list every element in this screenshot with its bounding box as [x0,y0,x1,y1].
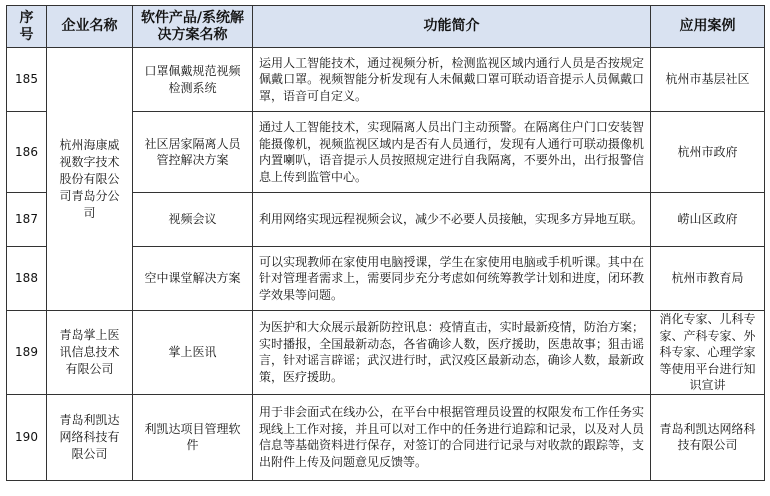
cell-intro: 用于非会面式在线办公，在平台中根据管理员设置的权限发布工作任务实现线上工作对接，并且可以对工作中的任务进行追踪和记录，以及对人员信息等基础资料进行保存，对签订的合同进行记录与对收款的跟踪等，支出附件上传及问题意见反馈等。 [253,394,651,480]
header-product: 软件产品/系统解决方案名称 [133,6,253,48]
table-row [7,394,765,480]
header-intro: 功能简介 [253,6,651,48]
cell-seq: 188 [7,247,47,311]
cell-seq: 189 [7,311,47,395]
cell-intro: 为医护和大众展示最新防控讯息：疫情直击，实时最新疫情，防治方案；实时播报，全国最新动态，各省确诊人数，医疗援助，医患故事；狙击谣言，针对谣言辟谣；武汉进行时，武汉疫区最新动态，确诊人数，最新政策，医疗援助。 [253,311,651,395]
cell-product: 社区居家隔离人员管控解决方案 [133,112,253,193]
cell-product: 视频会议 [133,193,253,247]
cell-case: 杭州市政府 [651,112,765,193]
cell-case: 杭州市教育局 [651,247,765,311]
cell-product: 掌上医讯 [133,311,253,395]
header-company: 企业名称 [47,6,133,48]
cell-product: 口罩佩戴规范视频检测系统 [133,48,253,112]
cell-case: 消化专家、儿科专家、产科专家、外科专家、心理学家等使用平台进行知识宣讲 [651,311,765,395]
cell-product: 利凯达项目管理软件 [133,394,253,480]
cell-company: 青岛利凯达网络科技有限公司 [47,394,133,480]
cell-seq: 185 [7,48,47,112]
header-seq: 序号 [7,6,47,48]
cell-case: 青岛利凯达网络科技有限公司 [651,394,765,480]
header-case: 应用案例 [651,6,765,48]
cell-case: 崂山区政府 [651,193,765,247]
cell-company: 青岛掌上医讯信息技术有限公司 [47,311,133,395]
cell-company: 杭州海康威视数字技术股份有限公司青岛分公司 [47,48,133,311]
cell-intro: 通过人工智能技术，实现隔离人员出门主动预警。在隔离住户门口安装智能摄像机，视频监视区域内是否有人员通行，发现有人通行可联动摄像机内置喇叭，语音提示人员按照规定进行自我隔离，不要外出，出行报警信息上传到监管中心。 [253,112,651,193]
cell-intro: 利用网络实现远程视频会议，减少不必要人员接触，实现多方异地互联。 [253,193,651,247]
cell-seq: 186 [7,112,47,193]
cell-intro: 可以实现教师在家使用电脑授课，学生在家使用电脑或手机听课。其中在针对管理者需求上，需要同步充分考虑如何统筹教学计划和进度，闭环教学效果等问题。 [253,247,651,311]
cell-case: 杭州市基层社区 [651,48,765,112]
header-row [7,6,765,48]
software-table [6,5,765,481]
cell-seq: 187 [7,193,47,247]
cell-product: 空中课堂解决方案 [133,247,253,311]
table-row [7,311,765,395]
table-row [7,48,765,112]
cell-intro: 运用人工智能技术，通过视频分析，检测监视区域内通行人员是否按规定佩戴口罩。视频智能分析发现有人未佩戴口罩可联动语音提示人员佩戴口罩，语音可自定义。 [253,48,651,112]
cell-seq: 190 [7,394,47,480]
